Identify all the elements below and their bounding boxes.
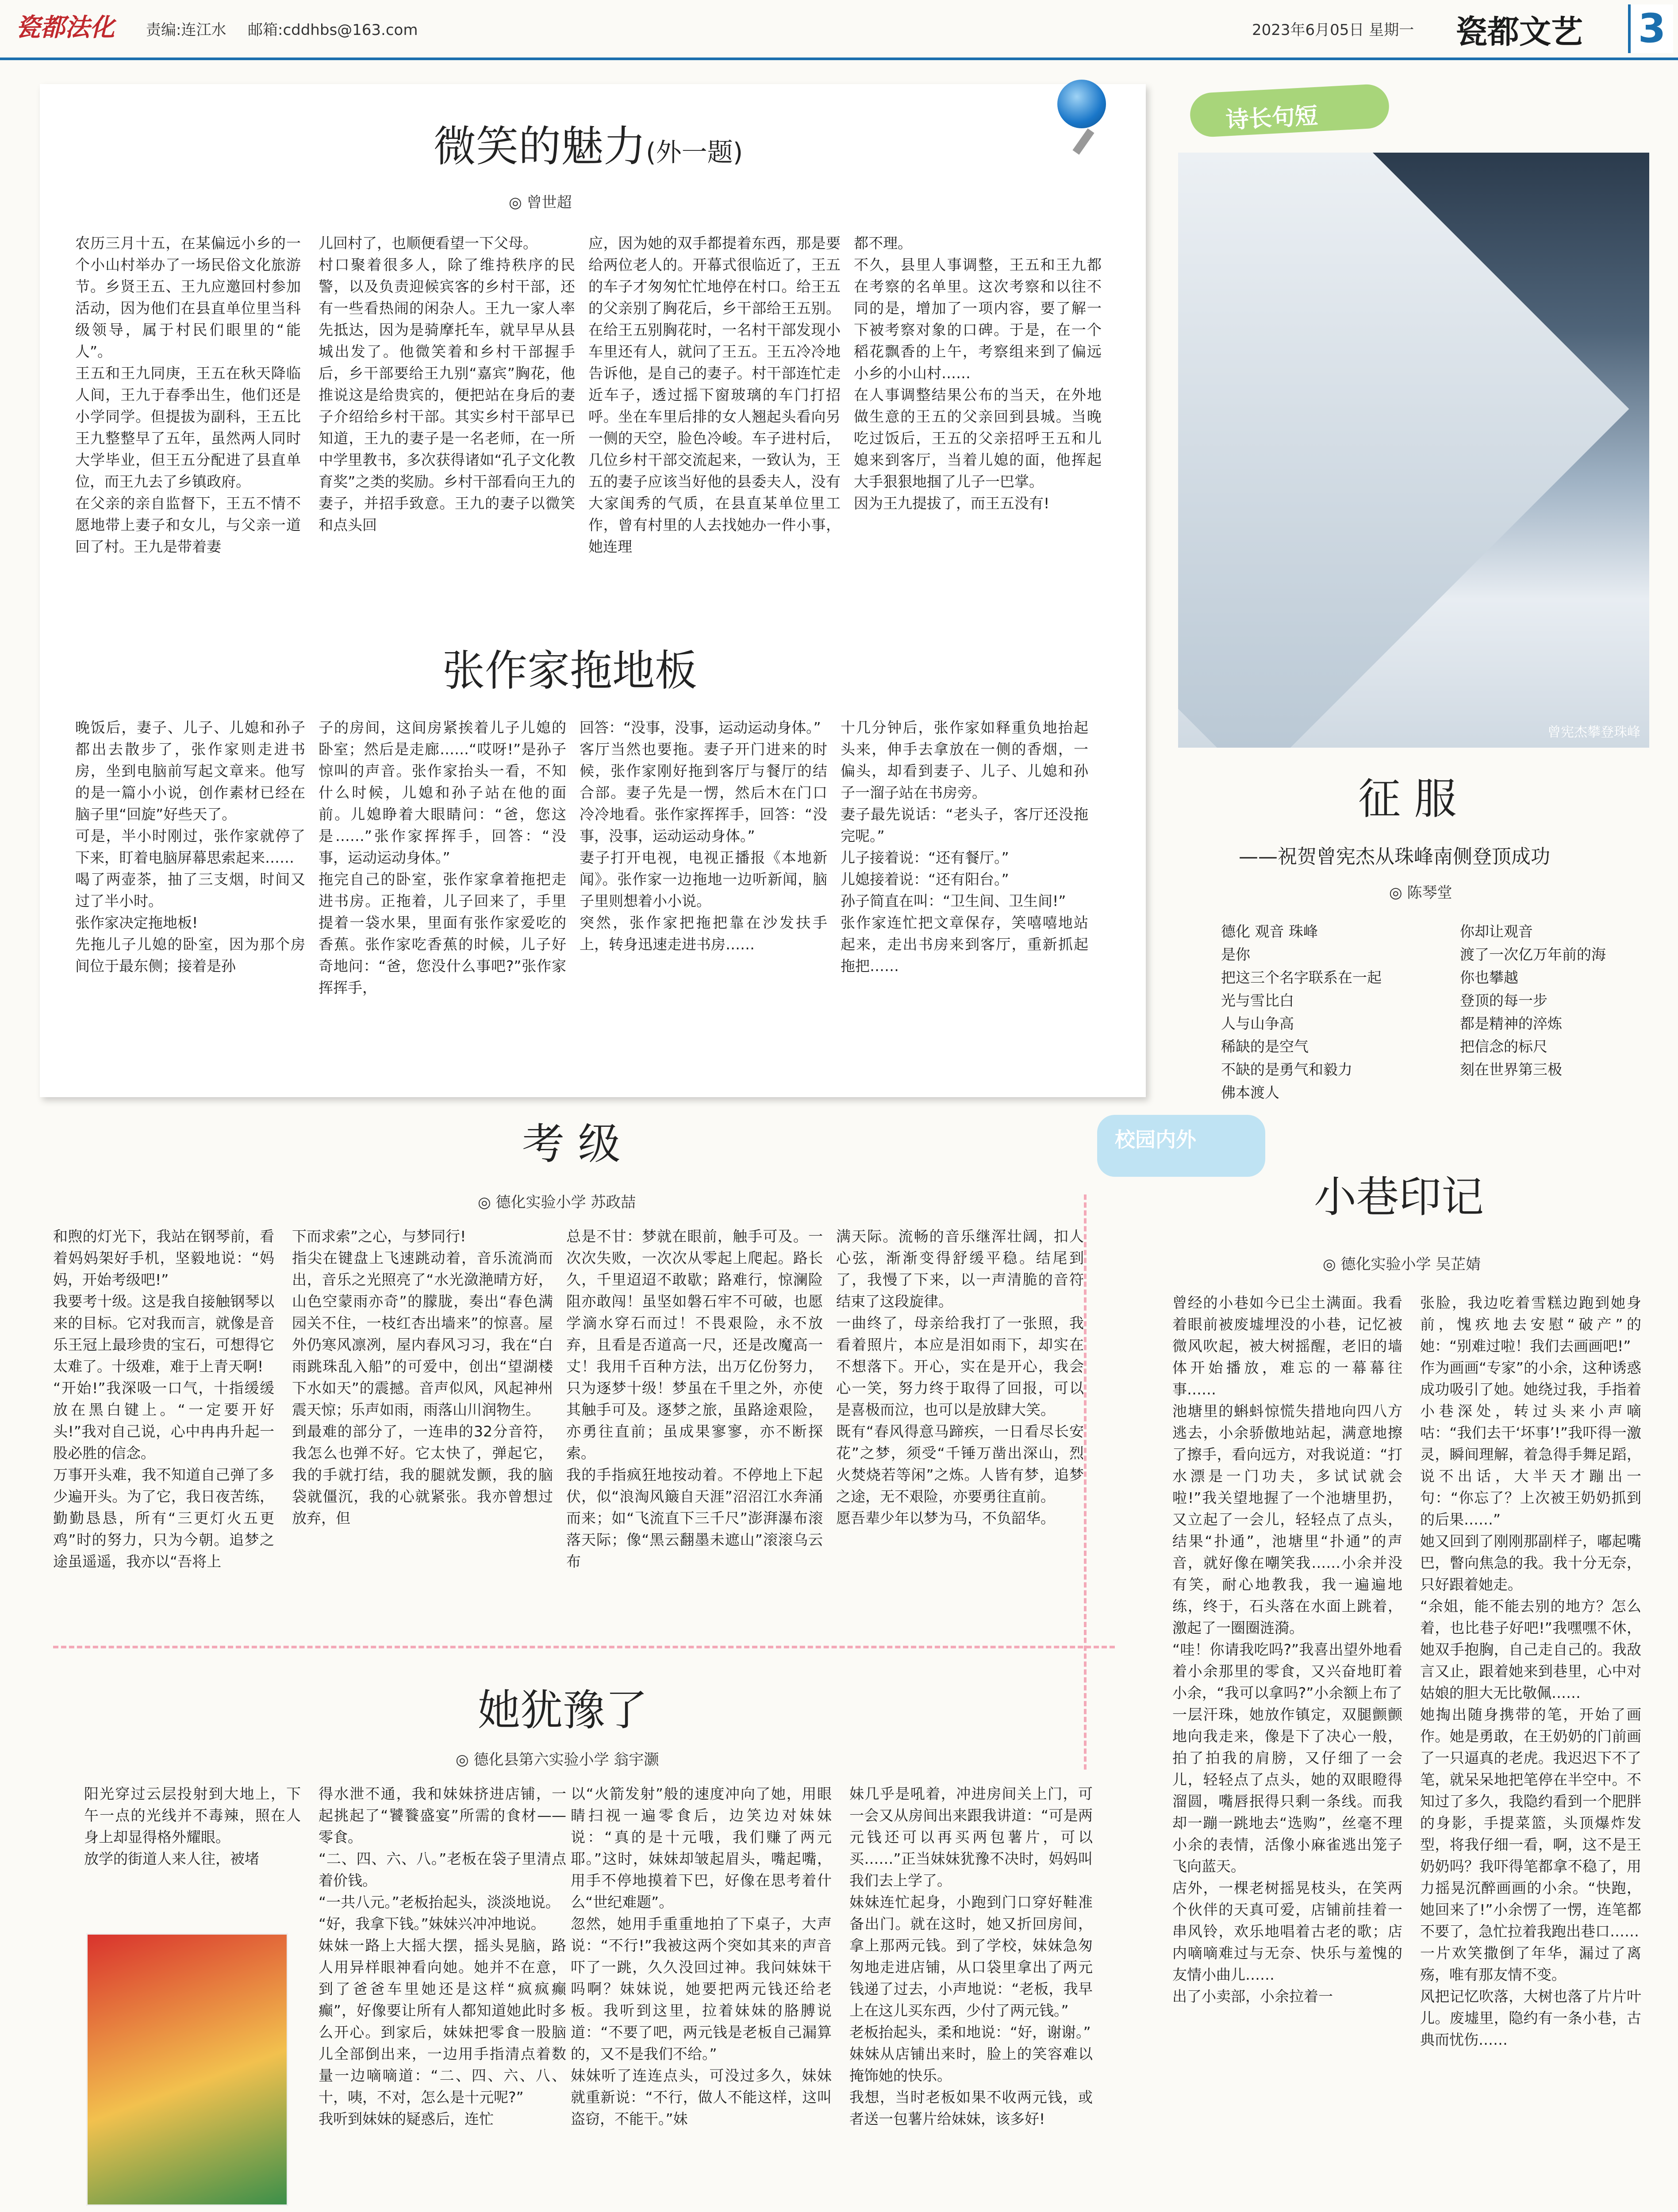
article-title-hesitate: 她犹豫了 xyxy=(478,1686,648,1735)
smile-col-1: 农历三月十五，在某偏远小乡的一个小山村举办了一场民俗文化旅游节。乡贤王五、王九应邀回村参加活动，因为他们在县直单位里当科级领导，属于村民们眼里的“能人”。 王五和王九同庚，王五在秋天降临人间，王九于春季出生，他们还是小学同学。但提拔为副科，王五比王九整整早了五年，虽然两人同时大学毕业，但王五分配进了县直单位，而王九去了乡镇政府。 在父亲的亲自监督下，王五不情不愿地带上妻子和女儿，与父亲一道回了村。王九是带着妻 xyxy=(75,234,301,555)
hesitate-col-4: 妹几乎是吼着，冲进房间关上门，可一会又从房间出来跟我讲道：“可是两元钱还可以再买两包薯片，可以买……”正当妹妹犹豫不决时，妈妈叫我们去上学了。 妹妹连忙起身，小跑到门口穿好鞋准备出门。就在这时，她又折回房间，拿上那两元钱。到了学校，妹妹急匆匆地走进店铺，从口袋里拿出了两元钱递了过去，小声地说：“老板，我早上在这儿买东西，少付了两元钱。” 老板抬起头，柔和地说：“好，谢谢。” 妹妹从店铺出来时，脸上的笑容难以掩饰她的快乐。 我想，当时老板如果不收两元钱，或者送一包薯片给妹妹，该多好! xyxy=(849,1785,1093,2128)
exam-col-1: 和煦的灯光下，我站在钢琴前，看着妈妈架好手机，坚毅地说：“妈妈，开始考级吧!” 我要考十级。这是我自接触钢琴以来的目标。它对我而言，就像是音乐王冠上最珍贵的宝石，可想得它太难了。十级难，难于上青天啊! “开始!”我深吸一口气，十指缓缓放在黑白键上。“一定要开好头!”我对自己说，心中冉冉升起一股必胜的信念。 万事开头难，我不知道自己弹了多少遍开头。为了它，我日夜苦练，勤勤恳恳，所有“三更灯火五更鸡”时的努力，只为今朝。追梦之途虽遥遥，我亦以“吾将上 xyxy=(53,1228,274,1570)
poem-author: ◎ 陈琴堂 xyxy=(1389,884,1452,902)
section-name: 瓷都文艺 xyxy=(1455,13,1583,50)
lane-col-2: 张脸，我边吃着雪糕边跑到她身前，愧疚地去安慰“破产”的她：“别难过啦！我们去画画吧!” 作为画画“专家”的小余，这种诱惑成功吸引了她。她绕过我，手指着小巷深处，转过头来小声嘀咕：“我们去干‘坏事’!”我吓得一激灵，瞬间理解，着急得手舞足蹈，说不出话，大半天才蹦出一句：“你忘了？上次被王奶奶抓到的后果……” 她又回到了刚刚那副样子，嘟起嘴巴，瞥向焦急的我。我十分无奈，只好跟着她走。 “余姐，能不能去别的地方？怎么着，也比巷子好吧!”我嘿嘿不休，她双手抱胸，自己走自己的。我敌言又止，跟着她来到巷里，心中对姑娘的胆大无比敬佩…… 她掏出随身携带的笔，开始了画作。她是勇敢，在王奶奶的门前画了一只逼真的老虎。我迟迟下不了笔，就呆呆地把笔停在半空中。不知过了多久，我隐约看到一个肥胖的身影，手提菜篮，头顶爆炸发型，将我仔细一看，啊，这不是王奶奶吗？我吓得笔都拿不稳了，用力摇晃沉醉画画的小余。“快跑，她回来了!”小余愣了一愣，连笔都不要了，急忙拉着我跑出巷口…… 一片欢笑撒倒了年华，漏过了离殇，唯有那友情不变。 风把记忆吹落，大树也落了片片叶儿。废墟里，隐约有一条小巷，古典而忧伤…… xyxy=(1420,1294,1641,2048)
article-author-lane: ◎ 德化实验小学 吴芷婧 xyxy=(1323,1256,1481,1273)
smile-col-3: 应，因为她的双手都提着东西，那是要给两位老人的。开幕式很临近了，王五的车子才匆匆忙忙地停在村口。给王五的父亲别了胸花后，乡干部给王五别。在给王五别胸花时，一名村干部发现小车里还有人，就问了王五。王五冷冷地告诉他，是自己的妻子。村干部连忙走近车子，透过摇下窗玻璃的车门打招呼。坐在车里后排的女人翘起头看向另一侧的天空，脸色冷峻。车子进村后，几位乡村干部交流起来，一致认为，王五的妻子应该当好他的县委夫人，没有大家闺秀的气质，在县直某单位里工作，曾有村里的人去找她办一件小事，她连理 xyxy=(588,234,841,555)
exam-col-4: 满天际。流畅的音乐继浑壮阔，扣人心弦，渐渐变得舒缓平稳。结尾到了，我慢了下来，以一声清脆的音符结束了这段旋律。 一曲终了，母亲给我打了一张照，我看着照片，本应是泪如雨下，却实在不想落下。开心，实在是开心，我会心一笑，努力终于取得了回报，可以是喜极而泣，也可以是放肆大笑。 既有“春风得意马蹄疾，一日看尽长安花”之梦，须受“千锤万凿出深山，烈火焚烧若等闲”之炼。人皆有梦，追梦之途，无不艰险，亦要勇往直前。 愿吾辈少年以梦为马，不负韶华。 xyxy=(836,1228,1084,1527)
dashed-divider xyxy=(53,1646,1115,1648)
dashed-divider-vertical xyxy=(1084,1194,1091,1770)
photo-caption: 曾宪杰攀登珠峰 xyxy=(1547,725,1640,740)
smile-col-2: 儿回村了，也顺便看望一下父母。 村口聚着很多人，除了维持秩序的民警，以及负责迎候宾客的乡村干部，还有一些看热闹的闲杂人。王九一家人率先抵达，因为是骑摩托车，就早早从县城出发了。他微笑着和乡村干部握手后，乡干部要给王九别“嘉宾”胸花，他推说这是给贵宾的，便把站在身后的妻子介绍给乡村干部。其实乡村干部早已知道，王九的妻子是一名老师，在一所中学里教书，多次获得诸如“孔子文化教育奖”之类的奖励。乡村干部看向王九的妻子，并招手致意。王九的妻子以微笑和点头回 xyxy=(319,234,575,534)
article-author-exam: ◎ 德化实验小学 苏政喆 xyxy=(478,1194,636,1211)
painting-top xyxy=(86,1933,288,2206)
article-author-hesitate: ◎ 德化县第六实验小学 翁宇灏 xyxy=(456,1751,659,1769)
poem-title: 征 服 xyxy=(1358,774,1457,824)
pushpin-icon xyxy=(1057,80,1106,128)
editor-credit: 责编:连江水 xyxy=(146,21,227,39)
mop-col-4: 十几分钟后，张作家如释重负地抬起头来，伸手去拿放在一侧的香烟，一偏头，却看到妻子、儿子、儿媳和孙子一溜子站在书房旁。 妻子最先说话：“老头子，客厅还没拖完呢。” 儿子接着说：“还有餐厅。” 儿媳接着说：“还有阳台。” 孙子简直在叫：“卫生间、卫生间!” 张作家连忙把文章保存，笑嘻嘻地站起来，走出书房来到客厅，重新抓起拖把…… xyxy=(841,719,1088,975)
hesitate-col-2: 得水泄不通，我和妹妹挤进店铺，一起挑起了“饕餮盛宴”所需的食材——零食。 “二、四、六、八。”老板在袋子里清点着价钱。 “一共八元。”老板抬起头，淡淡地说。 “好，我拿下钱。”妹妹兴冲冲地说。 妹妹一路上大摇大摆，摇头晃脑，路人用异样眼神看向她。她并不在意，到了爸爸车里她还是这样“疯疯癫癫”，好像要让所有人都知道她此时多么开心。到家后，妹妹把零食一股脑儿全部倒出来，一边用手指清点着数量一边嘀嘀道：“二、四、六、八、十，咦，不对，怎么是十元呢?” 我听到妹妹的疑惑后，连忙 xyxy=(319,1785,566,2128)
lane-col-1: 曾经的小巷如今已尘土满面。我看着眼前被废墟埋没的小巷，记忆被微风吹起，被大树摇醒，老旧的墙体开始播放，难忘的一幕幕往事…… 池塘里的蝌蚪惊慌失措地向四八方逃去，小余骄傲地站起，满意地擦了擦手，看向远方，对我说道：“打水漂是一门功夫，多试试就会啦!”我关望地握了一个池塘里扔，又立起了一会儿，轻轻点了点头，结果“扑通”，池塘里“扑通”的声音，就好像在嘲笑我……小余并没有笑，耐心地教我，我一遍遍地练，终于，石头落在水面上跳着，激起了一圈圈涟漪。 “哇！你请我吃吗?”我喜出望外地看着小余那里的零食，又兴奋地盯着小余，“我可以拿吗?”小余额上布了一层汗珠，她放作镇定，双腿颤颤地向我走来，像是下了决心一般，拍了拍我的肩膀，又仔细了一会儿，轻轻点了点头，她的双眼瞪得溜圆，嘴唇抿得只剩一条线。而我却一蹦一跳地去“选购”，丝毫不理小余的表情，活像小麻雀逃出笼子飞向蓝天。 店外，一棵老树摇晃枝头，在笑两个伙伴的天真可爱，店铺前挂着一串风铃，欢乐地唱着古老的歌；店内嘀嘀难过与无奈、快乐与羞愧的友情小曲儿…… 出了小卖部，小余拉着一 xyxy=(1172,1294,1402,2005)
page-number: 3 xyxy=(1628,4,1673,53)
mop-col-2: 子的房间，这间房紧挨着儿子儿媳的卧室；然后是走廊……“哎呀!”是孙子惊叫的声音。张作家抬头一看，不知什么时候，儿媳和孙子站在他的面前。儿媳睁着大眼睛问：“爸，您这是……”张作家挥挥手，回答：“没事，运动运动身体。” 拖完自己的卧室，张作家拿着拖把走进书房。正拖着，儿子回来了，手里提着一袋水果，里面有张作家爱吃的香蕉。张作家吃香蕉的时候，儿子好奇地问：“爸，您没什么事吧?”张作家挥挥手， xyxy=(319,719,566,996)
mop-col-1: 晚饭后，妻子、儿子、儿媳和孙子都出去散步了，张作家则走进书房，坐到电脑前写起文章来。他写的是一篇小小说，创作素材已经在脑子里“回旋”好些天了。 可是，半小时刚过，张作家就停了下来，盯着电脑屏幕思索起来…… 喝了两壶茶，抽了三支烟，时间又过了半小时。 张作家决定拖地板! 先拖儿子儿媳的卧室，因为那个房间位于最东侧；接着是孙 xyxy=(75,719,305,975)
article-author-smile: ◎ 曾世超 xyxy=(509,194,572,211)
poem-subtitle: ——祝贺曾宪杰从珠峰南侧登顶成功 xyxy=(1239,845,1550,868)
lane-tag: 校园内外 xyxy=(1097,1115,1265,1177)
article-title-exam: 考 级 xyxy=(522,1119,621,1169)
exam-col-2: 下而求索”之心，与梦同行! 指尖在键盘上飞速跳动着，音乐流淌而出，音乐之光照亮了“水光潋滟晴方好，山色空蒙雨亦奇”的朦胧，奏出“春色满园关不住，一枝红杏出墙来”的惊喜。屋外仍寒风凛冽，屋内春风习习，我在“白雨跳珠乱入船”的可爱中，创出“望湖楼下水如天”的震撼。音声似风，风起神州震天惊；乐声如雨，雨落山川润物生。 到最难的部分了，一连串的32分音符，我怎么也弹不好。它太快了，弹起它，我的手就打结，我的腿就发颤，我的脑袋就僵沉，我的心就紧张。我亦曾想过放弃，但 xyxy=(292,1228,553,1527)
smile-col-4: 都不理。 不久，县里人事调整，王五和王九都在考察的名单里。这次考察和以往不同的是，增加了一项内容，要了解一下被考察对象的口碑。于是，在一个稻花飘香的上午，考察组来到了偏远小乡的小山村…… 在人事调整结果公布的当天，在外地做生意的王五的父亲回到县城。当晚吃过饭后，王五的父亲招呼王五和儿媳来到客厅，当着儿媳的面，他挥起大手狠狠地掴了儿子一巴掌。 因为王九提拔了，而王五没有! xyxy=(854,234,1102,512)
newspaper-logo: 瓷都法化 xyxy=(15,13,115,42)
editor-email: 邮箱:cddhbs@163.com xyxy=(248,21,418,39)
exam-col-3: 总是不甘：梦就在眼前，触手可及。一次次失败，一次次从零起上爬起。路长久，千里迢迢不敢歇；路难行，惊澜险阻亦敢闯！虽坚如磐石牢不可破，也愿学滴水穿石而过！不畏艰险，永不放弃，且看是否道高一尺，还是改魔高一丈！我用千百种方法，出万亿份努力，只为逐梦十级！梦虽在千里之外，亦使其触手可及。逐梦之旅，虽路途艰险，亦勇往直前；虽成果寥寥，亦不断探索。 我的手指疯狂地按动着。不停地上下起伏，似“浪淘风簸自天涯”沼沼江水奔涌而来；如“飞流直下三千尺”澎湃瀑布滚落天际；像“黑云翻墨未遮山”滚滚乌云布 xyxy=(566,1228,823,1570)
hesitate-col-1: 阳光穿过云层投射到大地上，下午一点的光线并不毒辣，照在人身上却显得格外耀眼。 放学的街道人来人往，被堵 xyxy=(84,1785,301,1867)
everest-photo xyxy=(1178,153,1649,748)
poem-stanza-right: 你却让观音 渡了一次亿万年前的海 你也攀越 登顶的每一步 都是精神的淬炼 把信念的标尺 刻在世界第三极 xyxy=(1460,923,1606,1078)
masthead xyxy=(0,0,1678,60)
issue-date: 2023年6月05日 星期一 xyxy=(1252,21,1414,39)
hesitate-col-3: 以“火箭发射”般的速度冲向了她，用眼睛扫视一遍零食后，边笑边对妹妹说：“真的是十元哦，我们赚了两元耶。”这时，妹妹却皱起眉头，嘴起嘴，用手不停地摸着下巴，好像在思考着什么“世纪难题”。 忽然，她用手重重地拍了下桌子，大声说：“不行!”我被这两个突如其来的声音吓了一跳，久久没回过神。我问妹妹干吗啊？妹妹说，她要把两元钱还给老板。我听到这里，拉着妹妹的胳膊说道：“不要了吧，两元钱是老板自己漏算的，又不是我们不给。” 妹妹听了连连点头，可没过多久，妹妹就重新说：“不行，做人不能这样，这叫盗窃，不能干。”妹 xyxy=(571,1785,832,2128)
article-title-lane: 小巷印记 xyxy=(1314,1172,1484,1222)
article-title-mop: 张作家拖地板 xyxy=(442,646,697,695)
article-title-smile: 微笑的魅力(外一题) xyxy=(434,122,743,171)
mop-col-3: 回答：“没事，没事，运动运动身体。” 客厅当然也要拖。妻子开门进来的时候，张作家刚好拖到客厅与餐厅的结合部。妻子先是一愣，然后木在门口冷冷地看。张作家挥挥手，回答：“没事，没事，运动运动身体。” 妻子打开电视，电视正播报《本地新闻》。张作家一边拖地一边听新闻，脑子里则想着小小说。 突然，张作家把拖把靠在沙发扶手上，转身迅速走进书房…… xyxy=(580,719,827,953)
poem-tag: 诗长句短 xyxy=(1189,83,1390,138)
poem-stanza-left: 德化 观音 珠峰 是你 把这三个名字联系在一起 光与雪比白 人与山争高 稀缺的是空气 不缺的是勇气和毅力 佛本渡人 xyxy=(1221,923,1382,1101)
